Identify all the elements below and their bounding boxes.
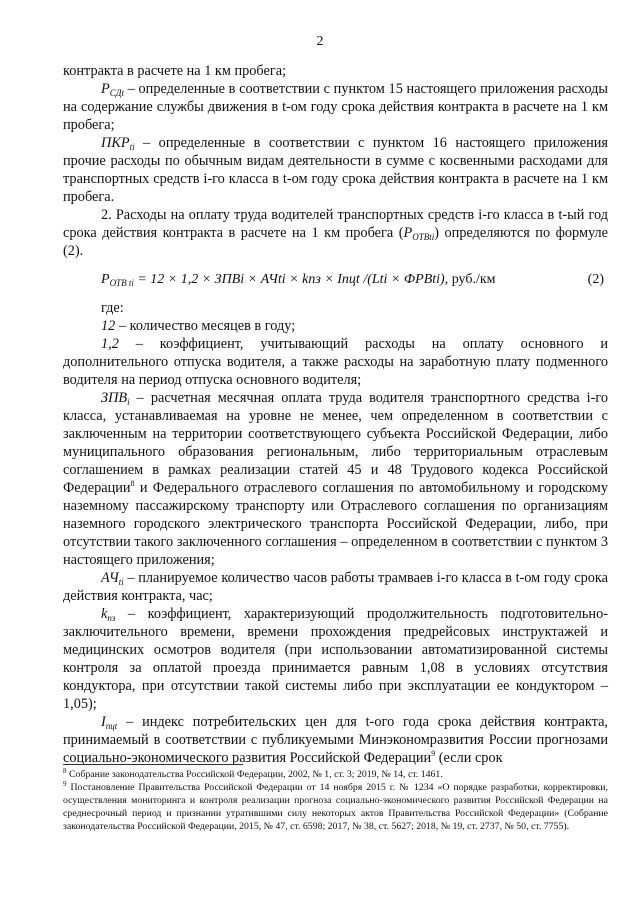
symbol: $P_{ОТВti}$ [403,225,435,242]
definition-kpz: $k_{пз}$ – коэффициент, характеризующий продолжительность подготовительно-заключительного времени, времени прохождения предрейсовых инструктажей и медицинских осмотров водителя (при использовании автоматизированной системы контроля за оплатой проезда принимается равным 1,08 в условиях отсутствия кондуктора, при отсутствии такой системы либо при эксплуатации ее кондуктором – 1,05); [63,606,608,712]
footnote-ref-9: 9 [431,749,436,758]
formula-expression: $P_{ОТВ ti} = 12 \times 1,2$ × ЗПВi × АЧti × kпз × Iпцt /(Lti × ФРВti), руб./км [101,272,496,288]
footnote-9: $^9$ Постановление Правительства Российской Федерации от 14 ноября 2015 г. № 1234 «О порядке разработки, корректировки, осуществления мониторинга и контроля реализации прогноза социально-экономического развития Российской Федерации на среднесрочный период и признании утратившими силу некоторых актов Правительства Российской Федерации» (Собрание законодательства Российской Федерации, 2015, № 47, ст. 6598; 2017, № 38, ст. 5627; 2018, № 19, ст. 2737, № 50, ст. 7755). [63,780,608,832]
paragraph-continuation: контракта в расчете на 1 км пробега; [63,63,287,79]
footnotes [63,764,608,833]
footnote-8: $^8$ Собрание законодательства Российской Федерации, 2002, № 1, ст. 3; 2019, № 14, ст. 1461. [63,767,443,780]
paragraph-2: 2. Расходы на оплату труда водителей транспортных средств i-го класса в t-ый год срока действия контракта в расчете на 1 км пробега $(P_{ОТВti})$ определяются по формуле (2). [63,207,608,259]
document-body [63,62,608,767]
page-number: 2 [316,34,324,49]
symbol: $ЗПВ_i$ [101,390,130,407]
footnote-divider [63,764,243,765]
symbol: $АЧ_{ti}$ [101,570,124,587]
definition-rsd: $P_{СДt}$ – определенные в соответствии с пунктом 15 настоящего приложения расходы на содержание службы движения в t-ом году срока действия контракта в расчете на 1 км пробега; [63,81,608,133]
definition-12: 12 – количество месяцев в году; [101,318,296,334]
definition-ipc: $I_{пцt}$ – индекс потребительских цен для t-ого года срока действия контракта, принимаемый в соответствии с публикуемыми Минэкономразвития России прогнозами социально-экономического развития Российской Федерации$^9$ (если срок [63,714,608,766]
where-label: где: [101,300,124,316]
symbol: $P_{СДt}$ [101,81,124,98]
definition-zpv: $ЗПВ_i$ – расчетная месячная оплата труда водителя транспортного средства i-го класса, устанавливаемая на уровне не менее, чем определенном в соответствии с заключенным на территории соответствующего субъекта Российской Федерации, либо муниципального образования региональным, либо территориальным отраслевым соглашением в рамках реализации статей 45 и 48 Трудового кодекса Российской Федерации$^8$ и Федерального отраслевого соглашения по автомобильному и городскому наземному пассажирскому транспорту или Отраслевого соглашения по организациям наземного городского электрического транспорта Российской Федерации, либо, при отсутствии такого заключенного соглашения – определенном в соответствии с пунктом 3 настоящего приложения; [63,390,608,568]
formula-2 [63,269,608,293]
definition-pkr: $ПКР_{ti}$ – определенные в соответствии с пунктом 16 настоящего приложения прочие расходы по обычным видам деятельности в сумме с косвенными расходами для транспортных средств i-го класса в t-ом году срока действия контракта в расчете на 1 км пробега. [63,135,608,205]
symbol: $I_{пцt}$ [101,714,118,731]
symbol: $k_{пз}$ [101,606,116,623]
symbol: $ПКР_{ti}$ [101,135,135,152]
definition-1-2: 1,2 – коэффициент, учитывающий расходы на оплату основного и дополнительного отпуска водителя, а также расходы на заработную плату подменного водителя на период отпуска основного водителя; [63,336,608,388]
definition-ach: $АЧ_{ti}$ – планируемое количество часов работы трамваев i-го класса в t-ом году срока действия контракта, час; [63,570,608,604]
formula-number: (2) [587,272,604,287]
footnote-ref-8: 8 [130,479,135,488]
